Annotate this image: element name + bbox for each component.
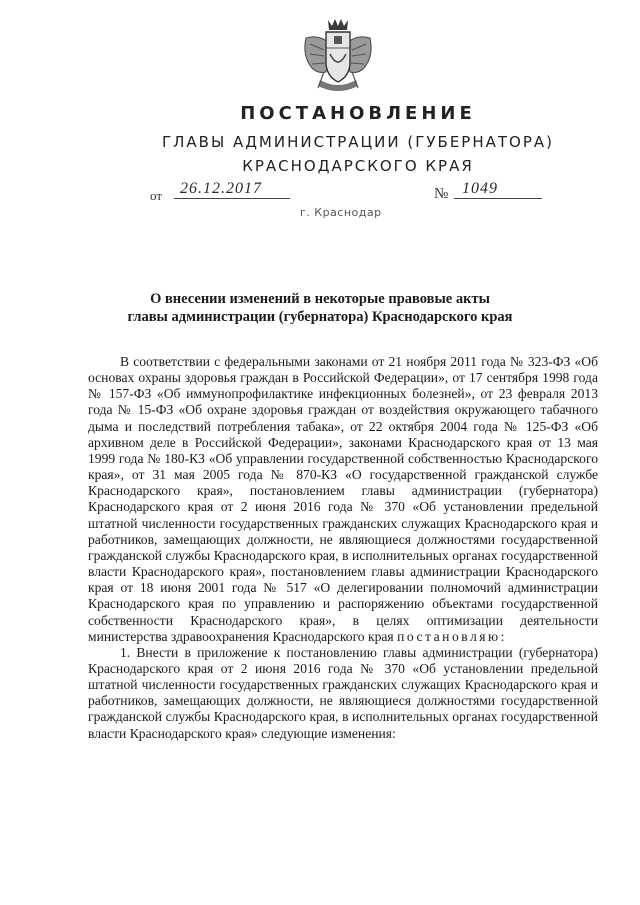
document-title-line2: главы администрации (губернатора) Краснодарского края [127, 309, 513, 325]
preamble-text: В соответствии с федеральными законами от 21 ноября 2011 года № 323-ФЗ «Об основах охраны здоровья граждан в Российской Федерации», от 17 сентября 1998 года № 157-ФЗ «Об иммунопрофилактике инфекционных болезней», от 23 февраля 2013 года № 15-ФЗ «Об охране здоровья граждан от воздействия окружающего табачного дыма и последствий потребления табака», от 22 октября 2004 года № 125-ФЗ «Об архивном деле в Российской Федерации», законами Краснодарского края от 13 мая 1999 года № 180-КЗ «Об управлении государственной собственностью Краснодарского края», от 31 мая 2005 года № 870-КЗ «О государственной гражданской службе Краснодарского края», постановлением главы администрации (губернатора) Краснодарского края от 2 июня 2016 года № 370 «Об установлении предельной штатной численности государственных гражданских служащих Краснодарского края и работников, замещающих должности, не являющиеся должностями государственной гражданской службы Краснодарского края, в исполнительных органах государственной власти Краснодарского края», постановлением главы администрации Краснодарского края от 18 июня 2001 года № 517 «О делегировании полномочий администрации Краснодарского края по управлению и распоряжению объектами государственной собственности Краснодарского края», в целях оптимизации деятельности министерства здравоохранения Краснодарского края [88, 354, 598, 644]
decree-word: постановляю: [397, 628, 507, 644]
issuer-heading-line2: КРАСНОДАРСКОГО КРАЯ [242, 157, 474, 175]
date-label: от [150, 188, 163, 203]
preamble-paragraph [88, 354, 598, 645]
clause-1-paragraph: 1. Внести в приложение к постановлению главы администрации (губернатора) Краснодарского края от 2 июня 2016 года № 370 «Об установлении предельной штатной численности государственных гражданских служащих Краснодарского края и работников, замещающих должности, не являющиеся должностями государственной гражданской службы Краснодарского края, в исполнительных органах государственной власти Краснодарского края» следующие изменения: [88, 644, 598, 741]
number-label: № [434, 186, 449, 202]
issuer-heading-line1: ГЛАВЫ АДМИНИСТРАЦИИ (ГУБЕРНАТОРА) [161, 133, 555, 151]
document-date: 26.12.2017 [174, 180, 290, 199]
document-body [88, 354, 598, 742]
document-title-line1: О внесении изменений в некоторые правовые акты [150, 291, 490, 307]
city-label: г. Краснодар [300, 206, 382, 219]
date-number-line [150, 178, 590, 208]
document-type-heading: ПОСТАНОВЛЕНИЕ [240, 103, 476, 124]
document-title [0, 290, 640, 326]
coat-of-arms-icon [296, 14, 380, 98]
document-number: 1049 [454, 180, 542, 199]
